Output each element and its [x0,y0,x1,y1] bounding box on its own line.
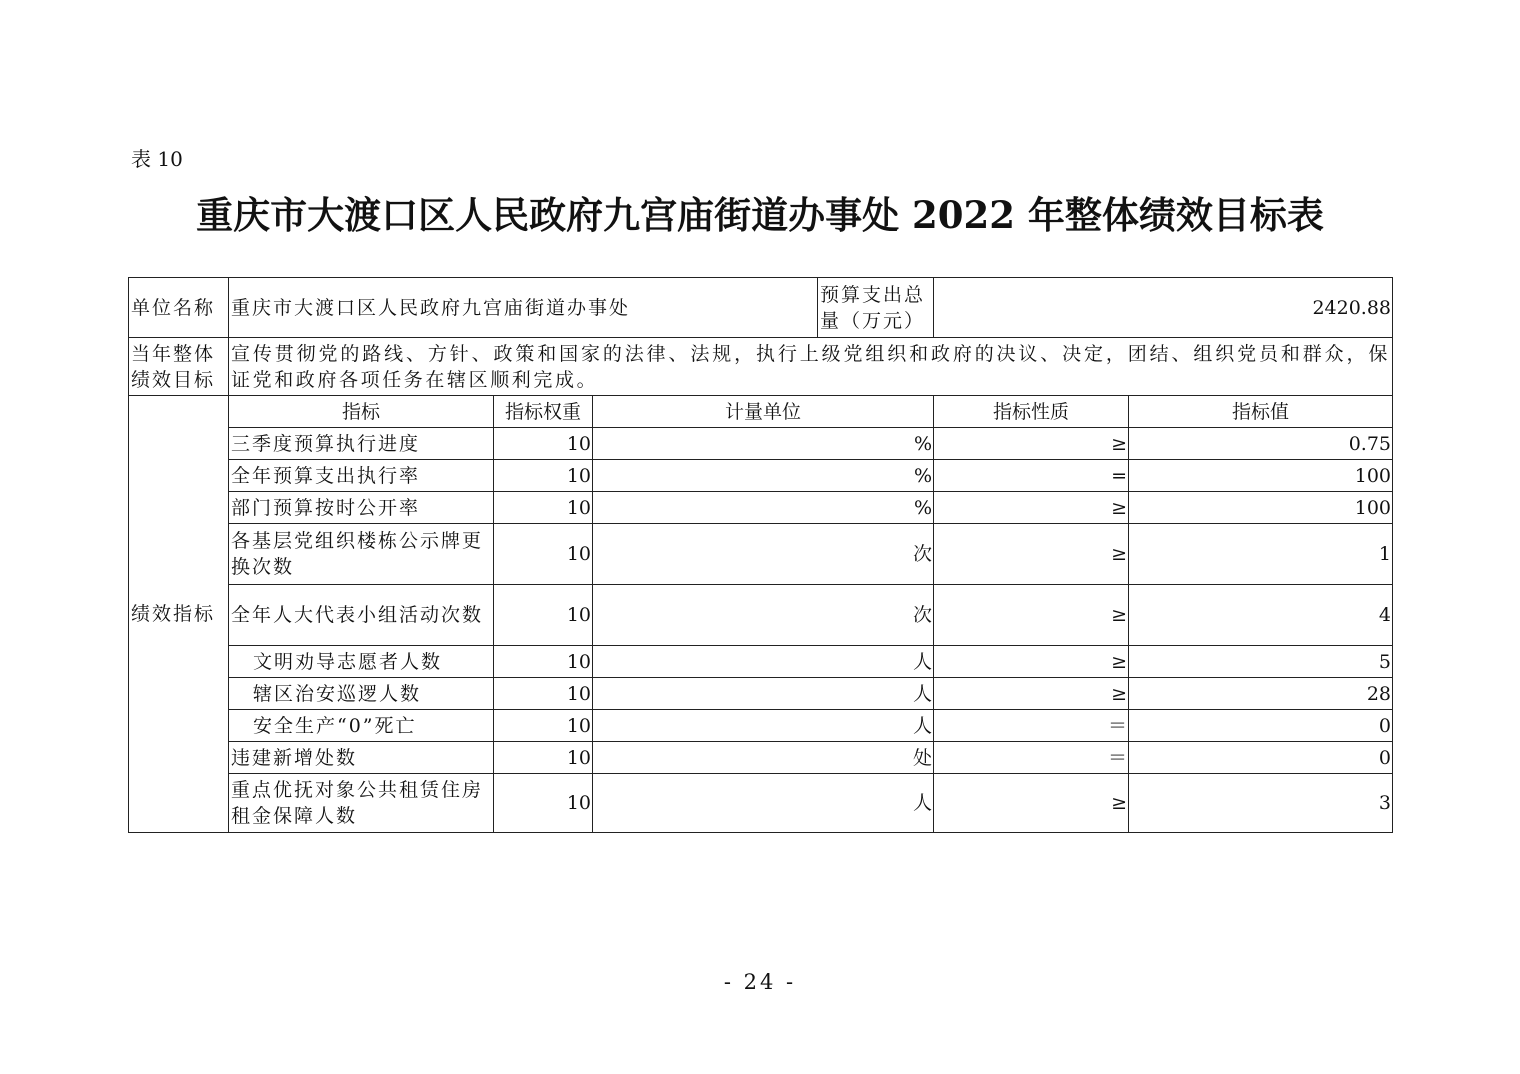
indicator-unit: 次 [593,524,934,585]
page-number: - 24 - [723,970,797,994]
column-header-nature: 指标性质 [934,396,1129,428]
indicator-nature: ≥ [934,646,1129,678]
unit-name-value: 重庆市大渡口区人民政府九宫庙街道办事处 [229,278,818,338]
indicator-weight: 10 [494,678,593,710]
indicator-unit: 人 [593,774,934,833]
indicator-name: 违建新增处数 [229,742,494,774]
indicator-unit: 人 [593,710,934,742]
indicator-name: 部门预算按时公开率 [229,492,494,524]
table-row [129,678,1393,710]
indicator-nature: ≥ [934,585,1129,646]
indicator-value: 100 [1129,460,1393,492]
column-header-unit: 计量单位 [593,396,934,428]
indicator-weight: 10 [494,646,593,678]
unit-name-row [129,278,1393,338]
indicator-name: 安全生产“0”死亡 [229,710,494,742]
table-row [129,428,1393,460]
indicator-name: 全年人大代表小组活动次数 [229,585,494,646]
indicator-nature: ≥ [934,774,1129,833]
table-row [129,646,1393,678]
annual-goal-label: 当年整体绩效目标 [129,338,229,396]
indicator-value: 100 [1129,492,1393,524]
indicator-value: 4 [1129,585,1393,646]
indicator-weight: 10 [494,460,593,492]
indicator-nature: ＝ [934,710,1129,742]
indicator-weight: 10 [494,492,593,524]
table-row [129,492,1393,524]
indicator-name: 全年预算支出执行率 [229,460,494,492]
indicator-name: 辖区治安巡逻人数 [229,678,494,710]
indicator-unit: 次 [593,585,934,646]
indicator-weight: 10 [494,710,593,742]
indicator-nature: ≥ [934,524,1129,585]
indicator-value: 28 [1129,678,1393,710]
table-number-label: 表 10 [131,147,183,171]
indicator-nature: ≥ [934,428,1129,460]
indicator-unit: % [593,428,934,460]
table-row [129,774,1393,833]
column-header-weight: 指标权重 [494,396,593,428]
table-row [129,585,1393,646]
indicator-unit: % [593,460,934,492]
document-title: 重庆市大渡口区人民政府九宫庙街道办事处 2022 年整体绩效目标表 [196,193,1324,237]
indicator-value: 0 [1129,742,1393,774]
unit-name-label: 单位名称 [129,278,229,338]
indicator-value: 0 [1129,710,1393,742]
indicator-value: 5 [1129,646,1393,678]
table-row [129,710,1393,742]
table-row [129,742,1393,774]
indicator-name: 文明劝导志愿者人数 [229,646,494,678]
performance-target-table [128,277,1393,833]
indicator-header-row [129,396,1393,428]
performance-indicators-label: 绩效指标 [129,396,229,833]
table-row [129,524,1393,585]
indicator-unit: 处 [593,742,934,774]
budget-value: 2420.88 [934,278,1393,338]
indicator-nature: = [934,460,1129,492]
indicator-weight: 10 [494,428,593,460]
indicator-name: 各基层党组织楼栋公示牌更换次数 [229,524,494,585]
indicator-unit: % [593,492,934,524]
indicator-nature: ≥ [934,678,1129,710]
indicator-value: 3 [1129,774,1393,833]
table-row [129,460,1393,492]
budget-label: 预算支出总量（万元） [818,278,934,338]
indicator-weight: 10 [494,742,593,774]
column-header-value: 指标值 [1129,396,1393,428]
indicator-weight: 10 [494,585,593,646]
indicator-weight: 10 [494,524,593,585]
indicator-nature: ＝ [934,742,1129,774]
indicator-unit: 人 [593,646,934,678]
indicator-value: 0.75 [1129,428,1393,460]
annual-goal-row [129,338,1393,396]
indicator-unit: 人 [593,678,934,710]
column-header-indicator: 指标 [229,396,494,428]
annual-goal-text: 宣传贯彻党的路线、方针、政策和国家的法律、法规，执行上级党组织和政府的决议、决定，团结、组织党员和群众，保证党和政府各项任务在辖区顺利完成。 [229,338,1393,396]
indicator-nature: ≥ [934,492,1129,524]
indicator-value: 1 [1129,524,1393,585]
indicator-name: 三季度预算执行进度 [229,428,494,460]
indicator-weight: 10 [494,774,593,833]
indicator-name: 重点优抚对象公共租赁住房租金保障人数 [229,774,494,833]
